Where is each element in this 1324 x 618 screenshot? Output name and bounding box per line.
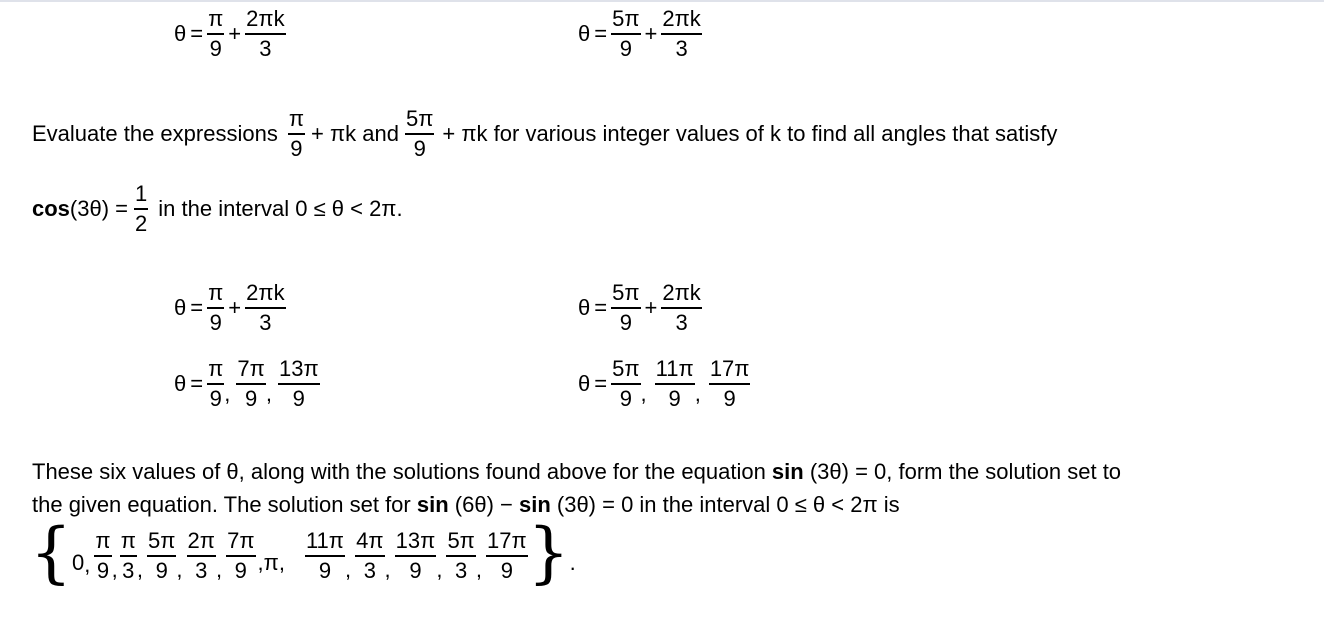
- denominator: 3: [363, 557, 376, 583]
- denominator: 9: [234, 557, 247, 583]
- numerator: 7π: [227, 528, 255, 554]
- solution-fraction: [395, 530, 437, 582]
- fraction: [405, 108, 434, 160]
- close-brace: }: [527, 514, 570, 591]
- solution-pi: π: [263, 550, 279, 575]
- denominator: 9: [619, 309, 632, 335]
- plus-sign: +: [228, 294, 242, 320]
- numerator: π: [208, 356, 224, 381]
- numerator: 17π: [709, 356, 750, 381]
- text: Evaluate the expressions: [32, 120, 278, 146]
- function-name: sin: [518, 492, 551, 517]
- numerator: 5π: [612, 6, 640, 31]
- text: + πk for various integer values of k to find all angles that satisfy: [442, 120, 1058, 146]
- numerator: 2πk: [662, 280, 701, 305]
- fraction: [288, 108, 305, 160]
- solution-fraction: [355, 530, 384, 582]
- fraction: [245, 8, 285, 60]
- numerator: π: [288, 106, 305, 131]
- solution-fraction: [486, 530, 528, 582]
- theta-symbol: θ: [174, 370, 187, 396]
- numerator: π: [208, 6, 224, 31]
- denominator: 9: [96, 557, 110, 583]
- numerator: π: [120, 528, 136, 554]
- conclusion-paragraph: [32, 455, 1322, 521]
- fraction: [611, 8, 640, 60]
- function-name: sin: [416, 492, 449, 517]
- denominator: 3: [259, 35, 272, 61]
- numerator: π: [208, 280, 224, 305]
- denominator: 9: [155, 557, 168, 583]
- fraction: [655, 358, 695, 410]
- comma: ,: [257, 550, 264, 575]
- theta-symbol: θ: [578, 294, 591, 320]
- comma: ,: [436, 557, 443, 582]
- comma: ,: [384, 557, 391, 582]
- comma: ,: [475, 557, 482, 582]
- theta-symbol: θ: [578, 370, 591, 396]
- fraction: [278, 358, 320, 410]
- comma: ,: [84, 552, 91, 577]
- numerator: 7π: [237, 356, 265, 381]
- fraction: [661, 282, 701, 334]
- denominator: 9: [292, 385, 305, 411]
- denominator: 9: [500, 557, 513, 583]
- equals-sign: =: [594, 294, 608, 320]
- denominator: 9: [619, 35, 632, 61]
- denominator: 9: [668, 385, 681, 411]
- solution-fraction: [446, 530, 475, 582]
- denominator: 9: [413, 135, 426, 161]
- plus-sign: +: [644, 294, 658, 320]
- plus-sign: +: [228, 20, 242, 46]
- comma: ,: [278, 550, 285, 575]
- equals-sign: =: [190, 370, 204, 396]
- comma: ,: [265, 380, 272, 406]
- numerator: 2πk: [662, 6, 701, 31]
- solution-zero: 0: [72, 550, 85, 575]
- theta-symbol: θ: [174, 20, 187, 46]
- text: (3θ) =: [69, 195, 129, 221]
- equals-sign: =: [594, 370, 608, 396]
- function-name: sin: [771, 459, 804, 484]
- solution-fraction: [226, 530, 255, 582]
- comma: ,: [694, 380, 701, 406]
- plus-sign: +: [644, 20, 658, 46]
- denominator: 9: [409, 557, 422, 583]
- denominator: 9: [723, 385, 736, 411]
- denominator: 3: [195, 557, 208, 583]
- comma: ,: [224, 380, 231, 406]
- solution-fraction: [120, 530, 137, 582]
- left-specific-values: [174, 358, 320, 410]
- open-brace: {: [30, 514, 72, 591]
- fraction: [207, 8, 224, 60]
- comma-pi-comma: [256, 550, 287, 576]
- function-name: cos: [32, 195, 70, 221]
- theta-symbol: θ: [174, 294, 187, 320]
- solution-set: [30, 514, 576, 591]
- solution-fraction: [305, 530, 345, 582]
- fraction: [236, 358, 265, 410]
- denominator: 3: [675, 35, 688, 61]
- numerator: 2π: [187, 528, 215, 554]
- numerator: 13π: [278, 356, 319, 381]
- denominator: 9: [209, 309, 222, 335]
- conclusion-line-2: [32, 488, 1322, 521]
- numerator: 5π: [405, 106, 434, 131]
- text: (3θ) = 0, form the solution set to: [803, 459, 1122, 484]
- denominator: 3: [122, 557, 135, 583]
- equals-sign: =: [594, 20, 608, 46]
- fraction: [709, 358, 751, 410]
- equals-sign: =: [190, 294, 204, 320]
- numerator: 4π: [356, 528, 384, 554]
- comma: ,: [136, 557, 143, 582]
- cos-equation-line: [32, 183, 403, 235]
- evaluate-paragraph: [32, 108, 1057, 160]
- denominator: 9: [245, 385, 258, 411]
- numerator: 1: [135, 181, 148, 206]
- fraction: [245, 282, 285, 334]
- fraction: [661, 8, 701, 60]
- denominator: 9: [619, 385, 632, 411]
- text: These six values of θ, along with the solutions found above for the equation: [32, 459, 772, 484]
- solution-fraction: [94, 530, 111, 582]
- fraction: [134, 183, 148, 235]
- numerator: 11π: [655, 356, 694, 381]
- numerator: 5π: [148, 528, 176, 554]
- text: the given equation. The solution set for: [32, 492, 417, 517]
- numerator: 13π: [395, 528, 436, 554]
- fraction: [207, 358, 224, 410]
- solution-fraction: [187, 530, 216, 582]
- numerator: π: [95, 528, 111, 554]
- theta-symbol: θ: [578, 20, 591, 46]
- numerator: 2πk: [246, 280, 285, 305]
- comma: ,: [344, 557, 352, 582]
- numerator: 5π: [612, 280, 640, 305]
- text: (6θ) −: [448, 492, 519, 517]
- numerator: 11π: [305, 528, 344, 554]
- denominator: 3: [259, 309, 272, 335]
- text: in the interval 0 ≤ θ < 2π.: [158, 195, 403, 221]
- top-divider: [0, 0, 1324, 2]
- denominator: 3: [675, 309, 688, 335]
- comma: ,: [176, 557, 183, 582]
- numerator: 2πk: [246, 6, 285, 31]
- numerator: 17π: [486, 528, 527, 554]
- fraction: [611, 282, 640, 334]
- comma: ,: [640, 380, 647, 406]
- denominator: 9: [209, 385, 222, 411]
- top-right-equation: [578, 8, 702, 60]
- right-specific-values: [578, 358, 750, 410]
- top-left-equation: [174, 8, 286, 60]
- denominator: 9: [290, 135, 303, 161]
- comma: ,: [111, 557, 118, 582]
- text: (3θ) = 0 in the interval 0 ≤ θ < 2π is: [550, 492, 900, 517]
- left-general-solution: [174, 282, 286, 334]
- comma: ,: [215, 557, 223, 582]
- numerator: 5π: [447, 528, 475, 554]
- denominator: 9: [318, 557, 332, 583]
- numerator: 5π: [612, 356, 640, 381]
- period: .: [569, 550, 576, 575]
- fraction: [611, 358, 640, 410]
- fraction: [207, 282, 224, 334]
- equals-sign: =: [190, 20, 204, 46]
- right-general-solution: [578, 282, 702, 334]
- denominator: 3: [455, 557, 468, 583]
- conclusion-line-1: [32, 455, 1322, 488]
- denominator: 2: [135, 210, 148, 236]
- solution-fraction: [147, 530, 176, 582]
- text: + πk and: [311, 120, 399, 146]
- denominator: 9: [209, 35, 222, 61]
